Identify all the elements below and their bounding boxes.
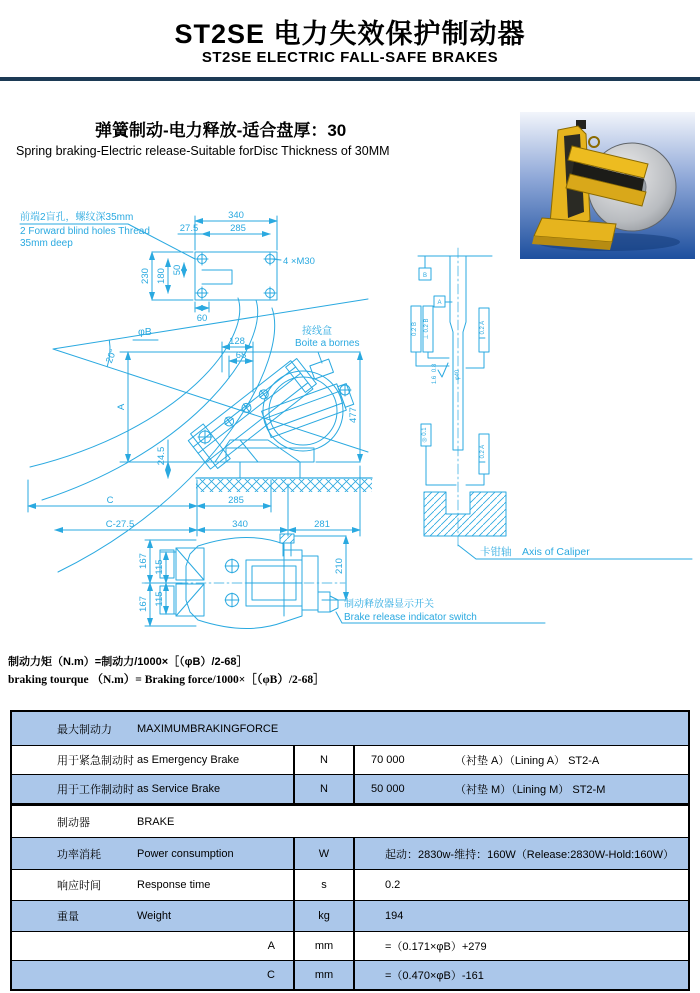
table-row <box>12 900 688 931</box>
t2-r5-unit: mm <box>295 961 355 989</box>
plan-view-texts <box>20 210 315 324</box>
t2-header-cn: 制动器 <box>57 816 90 829</box>
t2-r5-value: =（0.470×φB）-161 <box>385 970 484 982</box>
tolerance-2: ⊥ 0.2 B <box>424 318 430 340</box>
plan-note-cn: 前端2盲孔，螺纹深35mm <box>20 212 134 223</box>
dim-A: A <box>116 403 127 411</box>
dim-27-5: 27.5 <box>179 223 199 234</box>
table-row <box>12 960 688 989</box>
dim-50: 50 <box>172 264 183 276</box>
t2-r1-value: 起动：2830w-维持：160W（Release:2830W-Hold:160W） <box>385 848 674 861</box>
datum-A: A <box>437 300 442 306</box>
t1-r2-value: 50 000 <box>371 783 405 795</box>
dim-C-27-5: C-27.5 <box>105 519 135 530</box>
table-row <box>12 806 688 837</box>
t2-r1-unit: W <box>295 838 355 869</box>
section-heading-en: Spring braking-Electric release-Suitable forDisc Thickness of 30MM <box>16 144 390 158</box>
dim-180: 180 <box>156 268 167 284</box>
t2-r3-unit: kg <box>295 901 355 931</box>
dim-115-bottom: 115 <box>154 591 165 607</box>
bolt-holes <box>196 253 276 299</box>
t1-r2-label-en: as Service Brake <box>137 783 221 795</box>
junction-box-label-cn: 接线盒 <box>302 326 332 337</box>
t1-r2-label-cn: 用于工作制动时 <box>57 784 134 796</box>
bolt-leader <box>272 259 281 260</box>
t1-header-cn: 最大制动力 <box>57 723 112 736</box>
t2-r4-value: =（0.171×φB）+279 <box>385 941 487 953</box>
top-view-texts <box>138 553 477 623</box>
dim-167-top: 167 <box>138 553 149 569</box>
dim-60: 60 <box>196 313 208 324</box>
tolerance-3: ∥ 0.2 A <box>480 320 486 340</box>
dim-20deg: 20° <box>104 347 120 365</box>
braking-force-table <box>10 710 690 805</box>
t2-r4-unit: mm <box>295 932 355 960</box>
t2-r3-label-cn: 重量 <box>57 911 79 923</box>
axis-label-en: Axis of Caliper <box>522 546 590 558</box>
dim-C: C <box>106 495 114 506</box>
page-title-cn: ST2SE 电力失效保护制动器 <box>174 19 526 49</box>
dim-477: 477 <box>348 407 359 423</box>
t2-r2-label-en: Response time <box>137 879 211 891</box>
table-row <box>12 869 688 900</box>
t2-r3-label-en: Weight <box>137 910 172 922</box>
switch-label-en: Brake release indicator switch <box>344 612 477 623</box>
datum-B: B <box>422 273 428 279</box>
t2-r1-label-cn: 功率消耗 <box>57 848 101 861</box>
tolerance-4: ◎ 0.1 <box>422 427 428 443</box>
t2-r2-unit: s <box>295 870 355 900</box>
dim-285b: 285 <box>228 495 244 506</box>
t1-r1-value: 70 000 <box>371 754 405 766</box>
brake-spec-table <box>10 804 690 991</box>
t1-header-en: MAXIMUMBRAKINGFORCE <box>137 722 279 735</box>
t2-r1-label-en: Power consumption <box>137 847 234 860</box>
junction-box-label-en: Boite a bornes <box>295 338 360 349</box>
dim-281: 281 <box>314 519 330 530</box>
t2-r3-value: 194 <box>385 910 404 922</box>
t2-r5-letter: C <box>267 969 275 981</box>
section-heading-cn: 弹簧制动-电力释放-适合盘厚：30 <box>95 121 347 140</box>
switch-label-cn: 制动释放器显示开关 <box>344 599 434 610</box>
tolerance-1: 0.2 B <box>412 321 418 337</box>
tolerance-5: ∥ 0.2 A <box>480 444 486 464</box>
t2-header-en: BRAKE <box>137 815 175 828</box>
torque-formula-en: braking tourque （N.m）= Braking force/1000×［（φB）/2-68］ <box>8 674 325 686</box>
dim-285: 285 <box>230 223 246 234</box>
t1-r1-label-cn: 用于紧急制动时 <box>57 755 134 767</box>
dim-115-top: 115 <box>154 559 165 575</box>
table-row <box>12 774 688 803</box>
dim-167-bottom: 167 <box>138 596 149 612</box>
t1-r1-unit: N <box>295 746 355 774</box>
t1-r2-unit: N <box>295 775 355 803</box>
torque-formula-cn: 制动力矩（N.m）=制动力/1000×［（φB）/2-68］ <box>8 656 248 668</box>
table-row <box>12 745 688 774</box>
t1-r1-label-en: as Emergency Brake <box>137 754 240 766</box>
shaft-diameter: φ40 <box>455 369 461 381</box>
plan-note-en1: 2 Forward blind holes Thread <box>20 226 150 237</box>
dim-phiB: φB <box>138 326 152 338</box>
dim-24-5: 24.5 <box>156 446 167 466</box>
plan-note-en2: 35mm deep <box>20 238 73 249</box>
roughness-1: 0.8 <box>432 363 438 373</box>
dim-340: 340 <box>228 210 244 221</box>
dim-210: 210 <box>334 558 345 574</box>
t1-r1-note: （衬垫 A）（Lining A） ST2-A <box>455 755 600 767</box>
bolt-spec: 4 ×M30 <box>283 256 315 267</box>
t2-r2-value: 0.2 <box>385 879 401 891</box>
axis-label-cn: 卡钳轴 <box>480 546 512 558</box>
t2-r2-label-cn: 响应时间 <box>57 880 101 892</box>
dim-128: 128 <box>229 336 245 347</box>
dim-340b: 340 <box>232 519 248 530</box>
axis-view <box>411 248 692 559</box>
header-rule <box>0 77 700 81</box>
dim-68: 68 <box>235 350 247 361</box>
t2-r4-letter: A <box>267 940 275 952</box>
table-row <box>12 837 688 869</box>
t1-r2-note: （衬垫 M）（Lining M） ST2-M <box>455 784 606 796</box>
roughness-2: 1.6 <box>432 375 438 385</box>
table-row <box>12 712 688 745</box>
table-row <box>12 931 688 960</box>
page-title-en: ST2SE ELECTRIC FALL-SAFE BRAKES <box>201 49 499 66</box>
dim-230: 230 <box>140 268 151 284</box>
technical-drawing <box>0 200 700 655</box>
